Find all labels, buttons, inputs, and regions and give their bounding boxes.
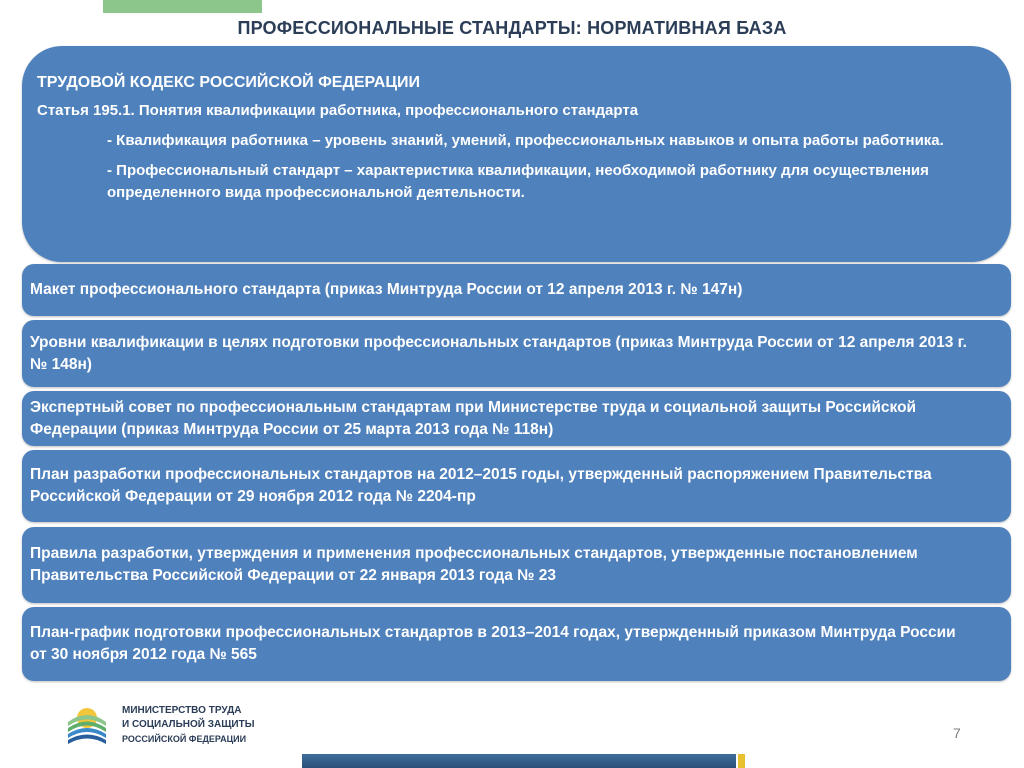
page-number: 7 (953, 725, 961, 741)
list-item (22, 264, 1011, 316)
top-accent-bar (103, 0, 262, 13)
definition-professional-standard: - Профессиональный стандарт – характеристика квалификации, необходимой работнику для осуществления определенного вида профессиональной деятельности. (107, 162, 929, 201)
definition-qualification: - Квалификация работника – уровень знаний, умений, профессиональных навыков и опыта работы работника. (107, 132, 944, 149)
list-item-text: Макет профессионального стандарта (приказ Минтруда России от 12 апреля 2013 г. № 147н) (30, 281, 743, 298)
list-item (22, 607, 1011, 681)
list-item (22, 450, 1011, 522)
article-title: Статья 195.1. Понятия квалификации работника, профессионального стандарта (37, 102, 639, 119)
list-item (22, 527, 1011, 603)
labor-code-box (22, 46, 1011, 262)
footer-bar-accent (738, 754, 745, 768)
list-item-text: План-график подготовки профессиональных стандартов в 2013–2014 годах, утвержденный приказом Минтруда России от 30 ноября 2012 года № 565 (30, 624, 956, 663)
list-item (22, 391, 1011, 446)
labor-code-heading: ТРУДОВОЙ КОДЕКС РОССИЙСКОЙ ФЕДЕРАЦИИ (37, 74, 421, 91)
footer-bar (302, 754, 736, 768)
ministry-logo-icon (66, 700, 108, 748)
ministry-line-1: МИНИСТЕРСТВО ТРУДА (122, 705, 242, 716)
list-item-text: Экспертный совет по профессиональным стандартам при Министерстве труда и социальной защиты Российской Федерации (приказ Минтруда России от 25 марта 2013 года № 118н) (30, 398, 917, 438)
list-item (22, 320, 1011, 387)
list-item-text: План разработки профессиональных стандартов на 2012–2015 годы, утвержденный распоряжением Правительства Российской Федерации от 29 ноября 2012 года № 2204-пр (30, 466, 932, 505)
ministry-line-2: И СОЦИАЛЬНОЙ ЗАЩИТЫ (122, 719, 255, 730)
list-item-text: Уровни квалификации в целях подготовки профессиональных стандартов (приказ Минтруда России от 12 апреля 2013 г. № 148н) (30, 333, 967, 373)
ministry-name (122, 704, 255, 746)
list-item-text: Правила разработки, утверждения и применения профессиональных стандартов, утвержденные постановлением Правительства Российской Федерации от 22 января 2013 года № 23 (30, 545, 918, 584)
ministry-line-3: РОССИЙСКОЙ ФЕДЕРАЦИИ (122, 734, 247, 744)
page-title: ПРОФЕССИОНАЛЬНЫЕ СТАНДАРТЫ: НОРМАТИВНАЯ БАЗА (237, 18, 787, 38)
